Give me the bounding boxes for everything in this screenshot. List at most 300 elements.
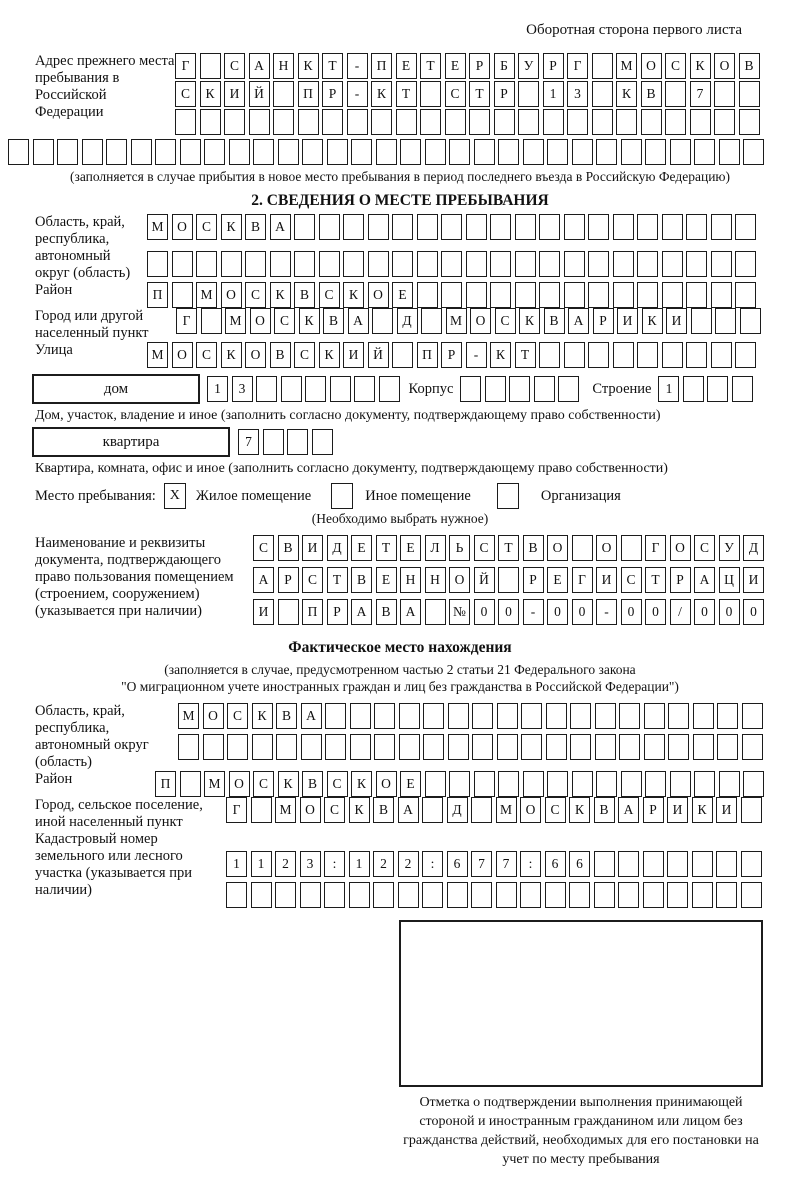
- char-cell[interactable]: [371, 109, 392, 135]
- char-cell[interactable]: В: [373, 797, 394, 823]
- char-cell[interactable]: И: [253, 599, 274, 625]
- char-cell[interactable]: -: [523, 599, 544, 625]
- char-cell[interactable]: [471, 797, 492, 823]
- apartment-type-box[interactable]: квартира: [32, 427, 230, 457]
- char-cell[interactable]: [460, 376, 481, 402]
- char-cell[interactable]: О: [172, 342, 193, 368]
- char-cell[interactable]: [8, 139, 29, 165]
- char-cell[interactable]: М: [178, 703, 199, 729]
- char-cell[interactable]: [523, 139, 544, 165]
- char-cell[interactable]: [349, 882, 370, 908]
- char-cell[interactable]: [637, 282, 658, 308]
- char-cell[interactable]: [521, 734, 542, 760]
- char-cell[interactable]: М: [446, 308, 467, 334]
- char-cell[interactable]: 0: [498, 599, 519, 625]
- char-cell[interactable]: [694, 771, 715, 797]
- char-cell[interactable]: [180, 139, 201, 165]
- char-cell[interactable]: -: [347, 81, 368, 107]
- char-cell[interactable]: [564, 214, 585, 240]
- char-cell[interactable]: [494, 109, 515, 135]
- char-cell[interactable]: 3: [567, 81, 588, 107]
- char-cell[interactable]: С: [474, 535, 495, 561]
- char-cell[interactable]: Т: [322, 53, 343, 79]
- char-cell[interactable]: [325, 703, 346, 729]
- char-cell[interactable]: -: [347, 53, 368, 79]
- char-cell[interactable]: [741, 797, 762, 823]
- char-cell[interactable]: Е: [376, 567, 397, 593]
- char-cell[interactable]: К: [490, 342, 511, 368]
- char-cell[interactable]: [263, 429, 284, 455]
- char-cell[interactable]: М: [616, 53, 637, 79]
- char-cell[interactable]: [596, 139, 617, 165]
- char-cell[interactable]: [350, 734, 371, 760]
- char-cell[interactable]: [82, 139, 103, 165]
- char-cell[interactable]: [498, 771, 519, 797]
- char-cell[interactable]: [564, 342, 585, 368]
- char-cell[interactable]: [594, 882, 615, 908]
- char-cell[interactable]: [469, 109, 490, 135]
- char-cell[interactable]: [441, 214, 462, 240]
- char-cell[interactable]: [686, 214, 707, 240]
- char-cell[interactable]: 1: [251, 851, 272, 877]
- char-cell[interactable]: [417, 251, 438, 277]
- char-cell[interactable]: О: [470, 308, 491, 334]
- char-cell[interactable]: 7: [690, 81, 711, 107]
- char-cell[interactable]: [616, 109, 637, 135]
- char-cell[interactable]: [417, 282, 438, 308]
- char-cell[interactable]: [300, 882, 321, 908]
- char-cell[interactable]: [474, 771, 495, 797]
- char-cell[interactable]: [539, 282, 560, 308]
- char-cell[interactable]: [398, 882, 419, 908]
- char-cell[interactable]: [739, 109, 760, 135]
- char-cell[interactable]: [715, 308, 736, 334]
- char-cell[interactable]: О: [172, 214, 193, 240]
- char-cell[interactable]: [743, 139, 764, 165]
- char-cell[interactable]: Р: [469, 53, 490, 79]
- char-cell[interactable]: [253, 139, 274, 165]
- char-cell[interactable]: [667, 882, 688, 908]
- char-cell[interactable]: [448, 734, 469, 760]
- char-cell[interactable]: [281, 376, 302, 402]
- char-cell[interactable]: [692, 882, 713, 908]
- char-cell[interactable]: Р: [670, 567, 691, 593]
- char-cell[interactable]: [637, 251, 658, 277]
- char-cell[interactable]: [305, 376, 326, 402]
- char-cell[interactable]: [147, 251, 168, 277]
- char-cell[interactable]: [324, 882, 345, 908]
- char-cell[interactable]: К: [371, 81, 392, 107]
- char-cell[interactable]: [686, 282, 707, 308]
- char-cell[interactable]: [275, 882, 296, 908]
- char-cell[interactable]: О: [670, 535, 691, 561]
- char-cell[interactable]: :: [520, 851, 541, 877]
- char-cell[interactable]: [203, 734, 224, 760]
- char-cell[interactable]: [564, 282, 585, 308]
- char-cell[interactable]: Т: [396, 81, 417, 107]
- char-cell[interactable]: [347, 109, 368, 135]
- char-cell[interactable]: Т: [420, 53, 441, 79]
- char-cell[interactable]: В: [276, 703, 297, 729]
- char-cell[interactable]: [175, 109, 196, 135]
- char-cell[interactable]: О: [229, 771, 250, 797]
- char-cell[interactable]: С: [324, 797, 345, 823]
- char-cell[interactable]: [485, 376, 506, 402]
- char-cell[interactable]: П: [147, 282, 168, 308]
- char-cell[interactable]: П: [371, 53, 392, 79]
- char-cell[interactable]: [572, 771, 593, 797]
- char-cell[interactable]: К: [299, 308, 320, 334]
- char-cell[interactable]: [520, 882, 541, 908]
- char-cell[interactable]: 7: [238, 429, 259, 455]
- char-cell[interactable]: И: [666, 308, 687, 334]
- char-cell[interactable]: П: [155, 771, 176, 797]
- char-cell[interactable]: [567, 109, 588, 135]
- char-cell[interactable]: [270, 251, 291, 277]
- char-cell[interactable]: 3: [300, 851, 321, 877]
- char-cell[interactable]: Й: [368, 342, 389, 368]
- char-cell[interactable]: В: [544, 308, 565, 334]
- char-cell[interactable]: Т: [515, 342, 536, 368]
- char-cell[interactable]: Т: [327, 567, 348, 593]
- char-cell[interactable]: [449, 139, 470, 165]
- char-cell[interactable]: Д: [397, 308, 418, 334]
- char-cell[interactable]: С: [495, 308, 516, 334]
- char-cell[interactable]: Р: [643, 797, 664, 823]
- char-cell[interactable]: [373, 882, 394, 908]
- char-cell[interactable]: Г: [567, 53, 588, 79]
- char-cell[interactable]: К: [343, 282, 364, 308]
- stay-type-checkbox-residential[interactable]: X: [164, 483, 186, 509]
- char-cell[interactable]: [294, 251, 315, 277]
- char-cell[interactable]: Р: [593, 308, 614, 334]
- char-cell[interactable]: :: [422, 851, 443, 877]
- char-cell[interactable]: [595, 703, 616, 729]
- char-cell[interactable]: [711, 282, 732, 308]
- char-cell[interactable]: [422, 797, 443, 823]
- char-cell[interactable]: Р: [278, 567, 299, 593]
- house-type-box[interactable]: дом: [32, 374, 200, 404]
- char-cell[interactable]: О: [221, 282, 242, 308]
- char-cell[interactable]: С: [196, 214, 217, 240]
- char-cell[interactable]: Б: [494, 53, 515, 79]
- char-cell[interactable]: [719, 771, 740, 797]
- char-cell[interactable]: 6: [569, 851, 590, 877]
- char-cell[interactable]: [694, 139, 715, 165]
- char-cell[interactable]: 7: [471, 851, 492, 877]
- char-cell[interactable]: О: [520, 797, 541, 823]
- char-cell[interactable]: [572, 535, 593, 561]
- char-cell[interactable]: О: [368, 282, 389, 308]
- char-cell[interactable]: [201, 308, 222, 334]
- char-cell[interactable]: [498, 567, 519, 593]
- char-cell[interactable]: М: [196, 282, 217, 308]
- char-cell[interactable]: А: [694, 567, 715, 593]
- char-cell[interactable]: [670, 139, 691, 165]
- char-cell[interactable]: [740, 308, 761, 334]
- char-cell[interactable]: [739, 81, 760, 107]
- char-cell[interactable]: /: [670, 599, 691, 625]
- char-cell[interactable]: С: [327, 771, 348, 797]
- char-cell[interactable]: [172, 282, 193, 308]
- char-cell[interactable]: [741, 851, 762, 877]
- char-cell[interactable]: Е: [547, 567, 568, 593]
- char-cell[interactable]: [490, 251, 511, 277]
- char-cell[interactable]: О: [376, 771, 397, 797]
- char-cell[interactable]: [690, 109, 711, 135]
- char-cell[interactable]: С: [175, 81, 196, 107]
- char-cell[interactable]: [670, 771, 691, 797]
- char-cell[interactable]: Р: [523, 567, 544, 593]
- char-cell[interactable]: [641, 109, 662, 135]
- char-cell[interactable]: [547, 771, 568, 797]
- char-cell[interactable]: К: [349, 797, 370, 823]
- char-cell[interactable]: Е: [392, 282, 413, 308]
- char-cell[interactable]: И: [667, 797, 688, 823]
- char-cell[interactable]: Г: [176, 308, 197, 334]
- char-cell[interactable]: [588, 214, 609, 240]
- char-cell[interactable]: [330, 376, 351, 402]
- char-cell[interactable]: Н: [273, 53, 294, 79]
- char-cell[interactable]: [106, 139, 127, 165]
- char-cell[interactable]: С: [274, 308, 295, 334]
- char-cell[interactable]: В: [245, 214, 266, 240]
- char-cell[interactable]: О: [203, 703, 224, 729]
- char-cell[interactable]: [302, 139, 323, 165]
- char-cell[interactable]: [515, 251, 536, 277]
- char-cell[interactable]: С: [621, 567, 642, 593]
- char-cell[interactable]: С: [196, 342, 217, 368]
- char-cell[interactable]: [717, 703, 738, 729]
- char-cell[interactable]: О: [300, 797, 321, 823]
- char-cell[interactable]: А: [400, 599, 421, 625]
- char-cell[interactable]: [588, 342, 609, 368]
- char-cell[interactable]: Г: [175, 53, 196, 79]
- char-cell[interactable]: В: [594, 797, 615, 823]
- char-cell[interactable]: [396, 109, 417, 135]
- char-cell[interactable]: У: [719, 535, 740, 561]
- char-cell[interactable]: [547, 139, 568, 165]
- char-cell[interactable]: 1: [226, 851, 247, 877]
- char-cell[interactable]: [449, 771, 470, 797]
- char-cell[interactable]: [131, 139, 152, 165]
- char-cell[interactable]: [447, 882, 468, 908]
- char-cell[interactable]: С: [253, 535, 274, 561]
- char-cell[interactable]: Н: [425, 567, 446, 593]
- char-cell[interactable]: 6: [447, 851, 468, 877]
- char-cell[interactable]: Е: [351, 535, 372, 561]
- char-cell[interactable]: К: [351, 771, 372, 797]
- char-cell[interactable]: [619, 703, 640, 729]
- char-cell[interactable]: [662, 214, 683, 240]
- char-cell[interactable]: [276, 734, 297, 760]
- char-cell[interactable]: [278, 139, 299, 165]
- char-cell[interactable]: А: [249, 53, 270, 79]
- char-cell[interactable]: И: [596, 567, 617, 593]
- char-cell[interactable]: М: [496, 797, 517, 823]
- char-cell[interactable]: О: [250, 308, 271, 334]
- char-cell[interactable]: [343, 214, 364, 240]
- char-cell[interactable]: [509, 376, 530, 402]
- char-cell[interactable]: М: [147, 342, 168, 368]
- char-cell[interactable]: Р: [494, 81, 515, 107]
- char-cell[interactable]: [319, 251, 340, 277]
- char-cell[interactable]: К: [692, 797, 713, 823]
- char-cell[interactable]: [298, 109, 319, 135]
- char-cell[interactable]: Л: [425, 535, 446, 561]
- char-cell[interactable]: Д: [743, 535, 764, 561]
- char-cell[interactable]: [716, 851, 737, 877]
- char-cell[interactable]: 0: [621, 599, 642, 625]
- char-cell[interactable]: [741, 882, 762, 908]
- char-cell[interactable]: В: [302, 771, 323, 797]
- char-cell[interactable]: И: [302, 535, 323, 561]
- char-cell[interactable]: [735, 214, 756, 240]
- char-cell[interactable]: А: [351, 599, 372, 625]
- char-cell[interactable]: [643, 851, 664, 877]
- char-cell[interactable]: К: [319, 342, 340, 368]
- char-cell[interactable]: [588, 251, 609, 277]
- char-cell[interactable]: С: [302, 567, 323, 593]
- char-cell[interactable]: [692, 851, 713, 877]
- char-cell[interactable]: Е: [445, 53, 466, 79]
- char-cell[interactable]: К: [298, 53, 319, 79]
- char-cell[interactable]: Р: [327, 599, 348, 625]
- char-cell[interactable]: Р: [441, 342, 462, 368]
- char-cell[interactable]: [498, 139, 519, 165]
- char-cell[interactable]: [445, 109, 466, 135]
- char-cell[interactable]: 0: [694, 599, 715, 625]
- char-cell[interactable]: 0: [645, 599, 666, 625]
- char-cell[interactable]: [743, 771, 764, 797]
- char-cell[interactable]: Й: [474, 567, 495, 593]
- char-cell[interactable]: [618, 882, 639, 908]
- char-cell[interactable]: [717, 734, 738, 760]
- char-cell[interactable]: [521, 703, 542, 729]
- char-cell[interactable]: [224, 109, 245, 135]
- char-cell[interactable]: [57, 139, 78, 165]
- char-cell[interactable]: С: [294, 342, 315, 368]
- char-cell[interactable]: [273, 81, 294, 107]
- char-cell[interactable]: [425, 139, 446, 165]
- char-cell[interactable]: [490, 214, 511, 240]
- char-cell[interactable]: А: [618, 797, 639, 823]
- char-cell[interactable]: К: [270, 282, 291, 308]
- char-cell[interactable]: [294, 214, 315, 240]
- char-cell[interactable]: [180, 771, 201, 797]
- char-cell[interactable]: Ь: [449, 535, 470, 561]
- char-cell[interactable]: [204, 139, 225, 165]
- stay-type-checkbox-organization[interactable]: [497, 483, 519, 509]
- char-cell[interactable]: [325, 734, 346, 760]
- char-cell[interactable]: 2: [398, 851, 419, 877]
- char-cell[interactable]: О: [547, 535, 568, 561]
- char-cell[interactable]: 6: [545, 851, 566, 877]
- char-cell[interactable]: С: [665, 53, 686, 79]
- char-cell[interactable]: П: [417, 342, 438, 368]
- char-cell[interactable]: [564, 251, 585, 277]
- char-cell[interactable]: Е: [400, 771, 421, 797]
- char-cell[interactable]: [539, 342, 560, 368]
- char-cell[interactable]: Ц: [719, 567, 740, 593]
- char-cell[interactable]: [735, 251, 756, 277]
- char-cell[interactable]: [668, 703, 689, 729]
- char-cell[interactable]: А: [301, 703, 322, 729]
- char-cell[interactable]: [425, 771, 446, 797]
- char-cell[interactable]: С: [545, 797, 566, 823]
- char-cell[interactable]: [691, 308, 712, 334]
- char-cell[interactable]: А: [270, 214, 291, 240]
- char-cell[interactable]: [392, 251, 413, 277]
- char-cell[interactable]: К: [221, 342, 242, 368]
- char-cell[interactable]: [400, 139, 421, 165]
- char-cell[interactable]: О: [449, 567, 470, 593]
- char-cell[interactable]: [539, 251, 560, 277]
- char-cell[interactable]: [711, 214, 732, 240]
- char-cell[interactable]: [545, 882, 566, 908]
- char-cell[interactable]: [569, 882, 590, 908]
- char-cell[interactable]: [172, 251, 193, 277]
- char-cell[interactable]: [466, 214, 487, 240]
- char-cell[interactable]: [196, 251, 217, 277]
- char-cell[interactable]: К: [690, 53, 711, 79]
- char-cell[interactable]: [155, 139, 176, 165]
- char-cell[interactable]: К: [616, 81, 637, 107]
- char-cell[interactable]: О: [245, 342, 266, 368]
- char-cell[interactable]: [643, 882, 664, 908]
- char-cell[interactable]: [613, 282, 634, 308]
- char-cell[interactable]: [543, 109, 564, 135]
- char-cell[interactable]: [594, 851, 615, 877]
- char-cell[interactable]: [425, 599, 446, 625]
- char-cell[interactable]: С: [319, 282, 340, 308]
- char-cell[interactable]: [637, 342, 658, 368]
- char-cell[interactable]: [423, 703, 444, 729]
- char-cell[interactable]: [372, 308, 393, 334]
- char-cell[interactable]: [327, 139, 348, 165]
- char-cell[interactable]: М: [275, 797, 296, 823]
- char-cell[interactable]: А: [568, 308, 589, 334]
- char-cell[interactable]: Г: [572, 567, 593, 593]
- char-cell[interactable]: В: [523, 535, 544, 561]
- char-cell[interactable]: [200, 53, 221, 79]
- char-cell[interactable]: Д: [327, 535, 348, 561]
- char-cell[interactable]: [496, 882, 517, 908]
- char-cell[interactable]: [301, 734, 322, 760]
- stay-type-checkbox-other-premises[interactable]: [331, 483, 353, 509]
- char-cell[interactable]: 1: [349, 851, 370, 877]
- char-cell[interactable]: [423, 734, 444, 760]
- char-cell[interactable]: [686, 251, 707, 277]
- char-cell[interactable]: О: [596, 535, 617, 561]
- char-cell[interactable]: [595, 734, 616, 760]
- char-cell[interactable]: А: [348, 308, 369, 334]
- char-cell[interactable]: [668, 734, 689, 760]
- char-cell[interactable]: [667, 851, 688, 877]
- char-cell[interactable]: [546, 734, 567, 760]
- char-cell[interactable]: 1: [658, 376, 679, 402]
- char-cell[interactable]: С: [227, 703, 248, 729]
- char-cell[interactable]: [472, 734, 493, 760]
- char-cell[interactable]: [613, 214, 634, 240]
- char-cell[interactable]: [376, 139, 397, 165]
- char-cell[interactable]: [618, 851, 639, 877]
- char-cell[interactable]: [539, 214, 560, 240]
- char-cell[interactable]: [693, 703, 714, 729]
- char-cell[interactable]: [466, 251, 487, 277]
- char-cell[interactable]: [227, 734, 248, 760]
- char-cell[interactable]: А: [253, 567, 274, 593]
